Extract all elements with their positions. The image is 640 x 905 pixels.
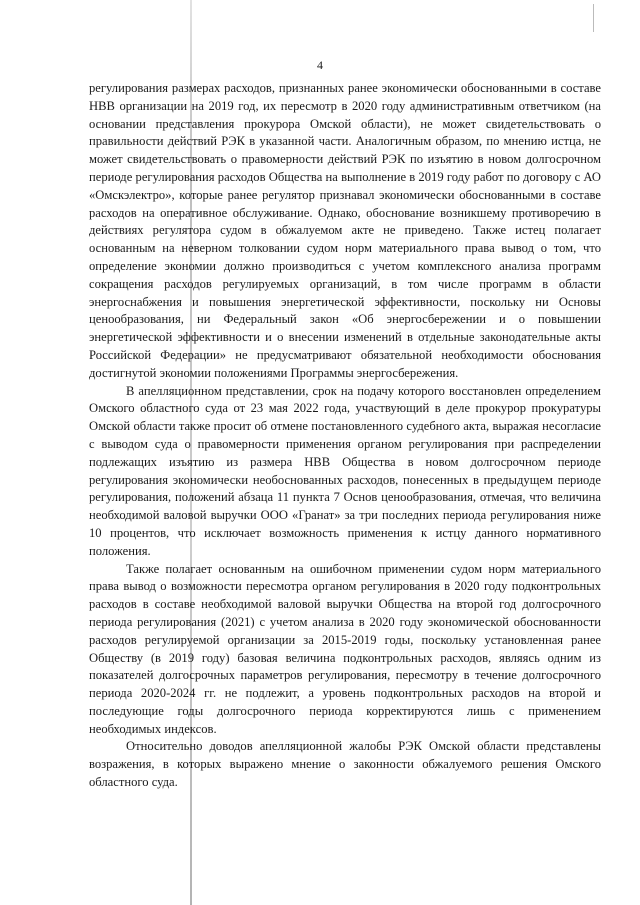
paragraph-objections: Относительно доводов апелляционной жалобы РЭК Омской области представлены возражения, в которых выражено мнение о законности обжалуемого решения Омского областного суда. — [89, 739, 601, 790]
paragraph-continuation: регулирования размерах расходов, признанных ранее экономически обоснованными в составе НВВ организации на 2019 год, их пересмотр в 2020 году административным ответчиком (на основании представления прокурора Омской области), не может свидетельствовать о правильности действий РЭК в указанной части. Аналогичным образом, по мнению истца, не может свидетельствовать о правомерности действий РЭК по изъятию в новом долгосрочном периоде регулирования расходов Общества на выполнение в 2019 году работ по договору с АО «Омскэлектро», которые ранее регулятор признавал экономически обоснованными в составе расходов на оперативное обслуживание. Однако, обоснование возникшему противоречию в действиях регулятора судом в обжалуемом акте не приведено. Также истец полагает основанным на неверном толковании судом норм материального права вывод о том, что определение экономии должно производиться с учетом комплексного анализа программ сокращения расходов регулируемых организаций, в том числе программ в области энергоснабжения и повышения энергетической эффективности, поскольку ни Основы ценообразования, ни Федеральный закон «Об энергосбережении и о повышении энергетической эффективности и о внесении изменений в отдельные законодательные акты Российской Федерации» не предусматривают обязательной необходимости обоснования достигнутой экономии положениями Программы энергосбережения. — [89, 81, 601, 380]
paragraph-prosecutor-appeal: В апелляционном представлении, срок на подачу которого восстановлен определением Омского областного суда от 23 мая 2022 года, участвующий в деле прокурор прокуратуры Омской области также просит об отмене постановленного судебного акта, выражая несогласие с выводом суда о правомерности применения органом регулирования при распределении подлежащих изъятию из размера НВВ Общества в новом долгосрочном периоде регулирования экономически необоснованных расходов, понесенных в предыдущем периоде регулирования, положений абзаца 11 пункта 7 Основ ценообразования, отмечая, что величина необходимой валовой выручки ООО «Гранат» за три последних периода регулирования ниже 10 процентов, что исключает возможность применения к истцу данного нормативного положения. — [89, 383, 601, 558]
scan-edge-mark — [593, 4, 594, 32]
page-number: 4 — [317, 58, 323, 72]
paragraph-controllable-expenses: Также полагает основанным на ошибочном применении судом норм материального права вывод о возможности пересмотра органом регулирования в 2020 году подконтрольных расходов в составе необходимой валовой выручки Общества на второй год долгосрочного периода регулирования (2021) с учетом анализа в 2020 году экономической обоснованности расходов регулируемой организации за 2015-2019 годы, поскольку установленная ранее Обществу (в 2019 году) базовая величина подконтрольных расходов, являясь одним из показателей долгосрочных параметров регулирования, пересмотру в течение долгосрочного периода 2020-2024 гг. не подлежит, а уровень подконтрольных расходов на второй и последующие годы долгосрочного периода корректируются лишь с применением необходимых индексов. — [89, 561, 601, 736]
document-body — [89, 80, 601, 792]
